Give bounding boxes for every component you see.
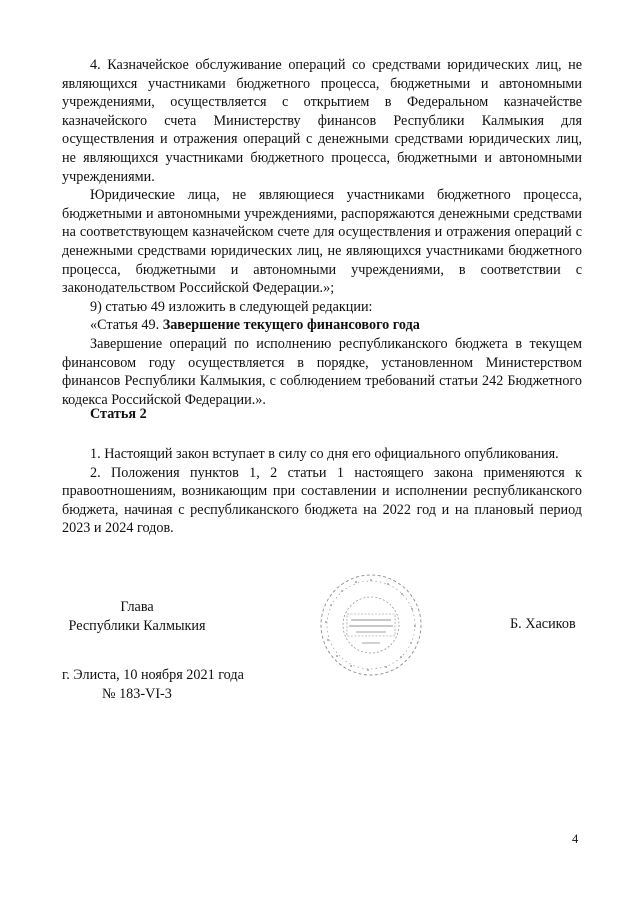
article-49-heading bbox=[62, 316, 582, 335]
place-and-date bbox=[62, 666, 244, 703]
article-2-paragraph-2: 2. Положения пунктов 1, 2 статьи 1 настоящего закона применяются к правоотношениям, возникающим при составлении и исполнении республиканского бюджета, начиная с республиканского бюджета на 2022 год и на плановый период 2023 и 2024 годов. bbox=[62, 464, 582, 537]
official-seal-icon bbox=[318, 572, 424, 678]
article-2-heading: Статья 2 bbox=[90, 406, 147, 422]
signatory-title-line-1: Глава bbox=[120, 599, 154, 615]
page-number: 4 bbox=[572, 832, 579, 846]
paragraph-item-9: 9) статью 49 изложить в следующей редакции: bbox=[90, 298, 373, 315]
place-date-line: г. Элиста, 10 ноября 2021 года bbox=[62, 667, 244, 683]
article-2-paragraph-1: 1. Настоящий закон вступает в силу со дня его официального опубликования. bbox=[90, 446, 559, 462]
signatory-title-line-2: Республики Калмыкия bbox=[68, 617, 206, 634]
paragraph-article-49-body: Завершение операций по исполнению республиканского бюджета в текущем финансовом году осуществляется в порядке, установленном Министерством финансов Республики Калмыкия, с соблюдением требований статьи 242 Бюджетного кодекса Российской Федерации.». bbox=[62, 335, 582, 408]
signatory-title bbox=[62, 598, 212, 635]
article1-continued bbox=[62, 56, 582, 409]
article-2-body bbox=[62, 445, 582, 538]
article-49-title: Завершение текущего финансового года bbox=[162, 317, 420, 334]
signatory-name: Б. Хасиков bbox=[510, 616, 576, 632]
law-number: № 183-VI-3 bbox=[102, 685, 172, 702]
paragraph-legal-entities: Юридические лица, не являющиеся участниками бюджетного процесса, бюджетными и автономными учреждениями, распоряжаются денежными средствами на соответствующем казначейском счете для осуществления и отражения операций с денежными средствами юридических лиц, не являющихся участниками бюджетного процесса, бюджетными и автономными учреждениями, в соответствии с законодательством Российской Федерации.»; bbox=[62, 187, 582, 297]
paragraph-4: 4. Казначейское обслуживание операций со средствами юридических лиц, не являющихся участниками бюджетного процесса, бюджетными и автономными учреждениями, осуществляется с открытием в Федеральном казначействе казначейского счета Министерству финансов Республики Калмыкия для осуществления и отражения операций с денежными средствами юридических лиц, не являющихся участниками бюджетного процесса, бюджетными и автономными учреждениями. bbox=[62, 57, 582, 185]
article-49-prefix: «Статья 49. bbox=[90, 317, 163, 334]
